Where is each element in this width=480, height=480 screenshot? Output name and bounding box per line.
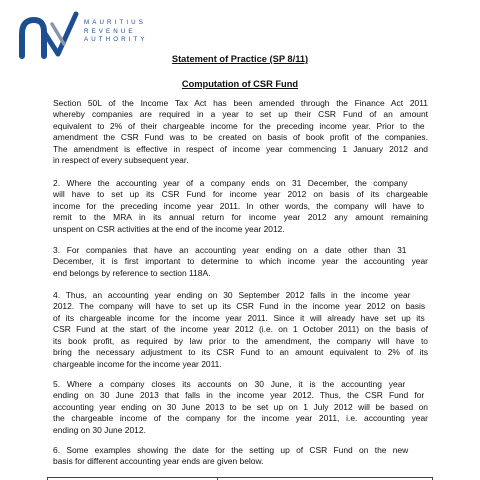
paragraph-line: 2. Where the accounting year of a company ends on 31 December, the company xyxy=(53,178,408,188)
logo-line-3: AUTHORITY xyxy=(84,36,148,44)
paragraph-6 xyxy=(53,445,428,468)
paragraph-line: unspent on CSR activities at the end of the income year 2012. xyxy=(53,223,285,234)
paragraph-line: accounting year ending on 30 June 2013 to be set up on 1 July 2012 will be based on xyxy=(53,401,428,412)
logo-line-1: MAURITIUS xyxy=(84,19,146,26)
paragraph-line: equivalent to 2% of their chargeable income for the preceding income year. Prior to the xyxy=(53,120,425,131)
document-subtitle: Computation of CSR Fund xyxy=(181,79,299,89)
paragraph-line: 5. Where a company closes its accounts on 30 June, it is the accounting year xyxy=(53,379,406,389)
logo-line-2: REVENUE xyxy=(84,27,136,35)
paragraph-line: whereby companies are required in a year to set up their CSR Fund of an amount xyxy=(53,109,428,120)
paragraph-5 xyxy=(53,379,428,436)
paragraph-line: will have to set up its CSR Fund for income year 2012 on basis of its chargeable xyxy=(53,189,428,200)
paragraph-line: ending on 30 June 2012. xyxy=(53,424,146,435)
paragraph-line: The amendment is effective in respect of income year commencing 1 January 2012 and xyxy=(53,143,428,154)
paragraph-line: end belongs by reference to section 118A. xyxy=(53,267,211,278)
paragraph-line: 4. Thus, an accounting year ending on 30 September 2012 falls in the income year xyxy=(53,290,411,300)
mra-logo-text xyxy=(84,19,148,45)
paragraph-line: the chargeable income of the company for the income year 2011, i.e. accounting year xyxy=(53,413,428,424)
paragraph-3 xyxy=(53,245,428,279)
paragraph-line: bring the necessary adjustment to its CSR Fund to an amount equivalent to 2% of its xyxy=(53,347,428,358)
paragraph-line: 6. Some examples showing the date for the setting up of CSR Fund on the new xyxy=(53,445,409,455)
paragraph-4 xyxy=(53,290,428,370)
paragraph-line: of its chargeable income for the income year 2011. Since it will already have set up its xyxy=(53,312,425,323)
paragraph-line: income for the preceding income year 2011. In other words, the company will have to xyxy=(53,200,425,211)
paragraph-line: amendment the CSR Fund was to be created on basis of book profit of the companies. xyxy=(53,132,428,143)
paragraph-line: 3. For companies that have an accounting year ending on a date other than 31 xyxy=(53,245,407,255)
paragraph-line: ending on 30 June 2013 that falls in the income year 2012. Thus, the CSR Fund for xyxy=(53,390,425,401)
document-title: Statement of Practice (SP 8/11) xyxy=(171,54,309,64)
paragraph-1 xyxy=(53,98,428,167)
paragraph-line: Section 50L of the Income Tax Act has been amended through the Finance Act 2011 xyxy=(53,98,428,108)
paragraph-line: chargeable income for the income year 2011. xyxy=(53,358,222,369)
paragraph-line: remit to the MRA in its annual return for income year 2012 any amount remaining xyxy=(53,212,428,223)
paragraph-line: its book profit, as required by law prior to the amendment, the company will have to xyxy=(53,335,428,346)
paragraph-line: December, it is first important to determine to which income year the accounting year xyxy=(53,256,428,267)
paragraph-line: basis for different accounting year ends are given below. xyxy=(53,456,264,467)
paragraph-line: 2012. The company will have to set up its CSR Fund in the income year 2012 on basis xyxy=(53,301,426,312)
paragraph-line: CSR Fund at the start of the income year 2012 (i.e. on 1 October 2011) on the basis of xyxy=(53,324,428,335)
paragraph-2 xyxy=(53,178,428,235)
paragraph-line: in respect of every subsequent year. xyxy=(53,155,189,166)
